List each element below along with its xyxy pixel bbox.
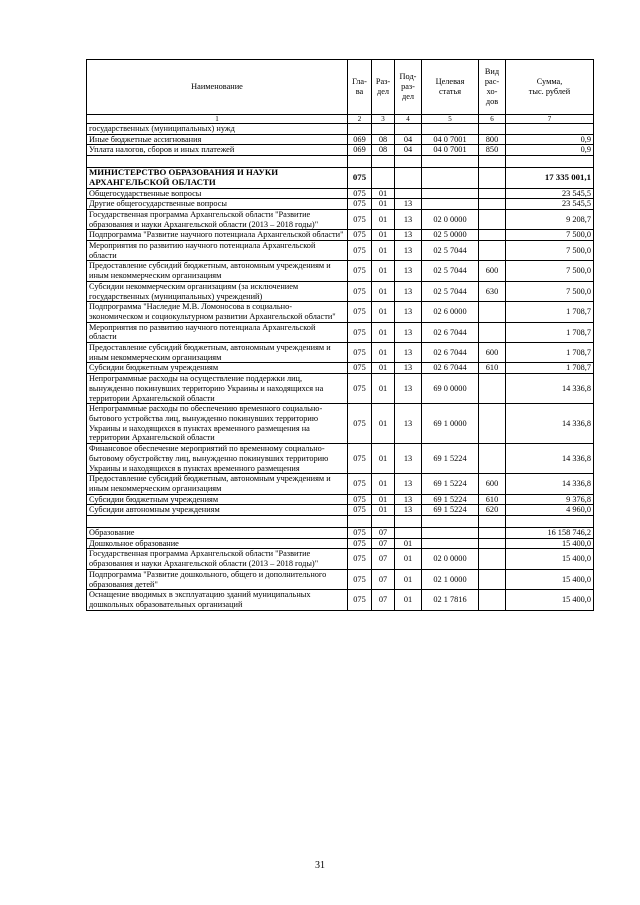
cell-name: Субсидии бюджетным учреждениям xyxy=(87,494,348,505)
cell-statya xyxy=(422,199,479,210)
header-podrazdel: Под- раз- дел xyxy=(395,60,422,115)
cell-statya: 02 5 7044 xyxy=(422,241,479,261)
cell-podrazdel: 13 xyxy=(395,363,422,374)
table-row xyxy=(87,474,594,494)
cell-podrazdel: 13 xyxy=(395,374,422,404)
cell-name: Субсидии автономным учреждениям xyxy=(87,505,348,516)
cell-glava: 069 xyxy=(348,134,372,145)
cell-name: государственных (муниципальных) нужд xyxy=(87,124,348,135)
table-row xyxy=(87,363,594,374)
cell-statya xyxy=(422,188,479,199)
table-body xyxy=(87,124,594,611)
cell-podrazdel: 01 xyxy=(395,569,422,589)
cell-podrazdel: 04 xyxy=(395,145,422,156)
table-row xyxy=(87,241,594,261)
cell-summa: 7 500,0 xyxy=(506,241,594,261)
cell-statya xyxy=(422,516,479,528)
cell-summa: 7 500,0 xyxy=(506,230,594,241)
cell-name xyxy=(87,156,348,168)
colnum: 3 xyxy=(372,115,395,124)
cell-podrazdel xyxy=(395,188,422,199)
cell-vid xyxy=(479,188,506,199)
cell-razdel: 01 xyxy=(372,404,395,444)
cell-name: Другие общегосударственные вопросы xyxy=(87,199,348,210)
cell-summa: 1 708,7 xyxy=(506,343,594,363)
cell-podrazdel: 01 xyxy=(395,549,422,569)
cell-vid xyxy=(479,199,506,210)
cell-razdel: 07 xyxy=(372,528,395,539)
cell-summa: 1 708,7 xyxy=(506,302,594,322)
header-statya: Целевая статья xyxy=(422,60,479,115)
cell-glava: 075 xyxy=(348,230,372,241)
cell-podrazdel: 13 xyxy=(395,505,422,516)
cell-summa: 17 335 001,1 xyxy=(506,168,594,188)
cell-razdel xyxy=(372,168,395,188)
cell-name: Мероприятия по развитию научного потенциала Архангельской области xyxy=(87,322,348,342)
cell-razdel: 07 xyxy=(372,538,395,549)
cell-vid: 610 xyxy=(479,494,506,505)
cell-razdel: 08 xyxy=(372,145,395,156)
cell-name: Оснащение вводимых в эксплуатацию зданий муниципальных дошкольных образовательных организаций xyxy=(87,590,348,610)
cell-glava: 075 xyxy=(348,494,372,505)
cell-vid xyxy=(479,590,506,610)
cell-razdel: 07 xyxy=(372,590,395,610)
cell-glava: 075 xyxy=(348,281,372,301)
header-glava: Гла- ва xyxy=(348,60,372,115)
cell-podrazdel: 13 xyxy=(395,474,422,494)
cell-summa: 14 336,8 xyxy=(506,404,594,444)
cell-statya xyxy=(422,156,479,168)
page-number: 31 xyxy=(315,860,325,871)
cell-razdel: 01 xyxy=(372,188,395,199)
cell-name: Образование xyxy=(87,528,348,539)
cell-razdel: 01 xyxy=(372,474,395,494)
cell-glava: 075 xyxy=(348,505,372,516)
table-row xyxy=(87,343,594,363)
table-row xyxy=(87,302,594,322)
cell-razdel: 01 xyxy=(372,505,395,516)
cell-razdel: 07 xyxy=(372,549,395,569)
cell-glava: 075 xyxy=(348,302,372,322)
cell-razdel: 01 xyxy=(372,281,395,301)
cell-glava xyxy=(348,516,372,528)
cell-glava: 075 xyxy=(348,241,372,261)
cell-vid: 620 xyxy=(479,505,506,516)
table-row xyxy=(87,569,594,589)
cell-statya: 04 0 7001 xyxy=(422,145,479,156)
table-row xyxy=(87,230,594,241)
cell-glava: 075 xyxy=(348,474,372,494)
header-name: Наименование xyxy=(87,60,348,115)
cell-podrazdel xyxy=(395,168,422,188)
cell-vid xyxy=(479,404,506,444)
cell-razdel: 01 xyxy=(372,241,395,261)
cell-podrazdel: 13 xyxy=(395,261,422,281)
cell-podrazdel: 13 xyxy=(395,302,422,322)
cell-razdel: 01 xyxy=(372,261,395,281)
cell-razdel: 01 xyxy=(372,363,395,374)
cell-razdel xyxy=(372,124,395,135)
cell-glava: 075 xyxy=(348,343,372,363)
cell-statya: 02 5 0000 xyxy=(422,230,479,241)
cell-summa: 15 400,0 xyxy=(506,549,594,569)
cell-summa xyxy=(506,124,594,135)
cell-vid: 630 xyxy=(479,281,506,301)
cell-glava: 075 xyxy=(348,363,372,374)
cell-summa: 4 960,0 xyxy=(506,505,594,516)
cell-statya: 69 1 0000 xyxy=(422,404,479,444)
cell-name: Субсидии бюджетным учреждениям xyxy=(87,363,348,374)
cell-glava: 075 xyxy=(348,374,372,404)
cell-name: Предоставление субсидий бюджетным, автономным учреждениям и иным некоммерческим организациям xyxy=(87,343,348,363)
cell-vid xyxy=(479,230,506,241)
cell-summa: 7 500,0 xyxy=(506,261,594,281)
cell-podrazdel: 13 xyxy=(395,444,422,474)
cell-statya: 02 6 7044 xyxy=(422,363,479,374)
cell-statya xyxy=(422,528,479,539)
cell-name: Подпрограмма "Развитие дошкольного, общего и дополнительного образования детей" xyxy=(87,569,348,589)
cell-glava: 075 xyxy=(348,209,372,229)
cell-summa: 15 400,0 xyxy=(506,538,594,549)
cell-name: Подпрограмма "Наследие М.В. Ломоносова в социально-экономическом и социокультурном развитии Архангельской области" xyxy=(87,302,348,322)
cell-glava: 075 xyxy=(348,199,372,210)
cell-summa: 14 336,8 xyxy=(506,374,594,404)
cell-name: Непрограммные расходы на осуществление поддержки лиц, вынужденно покинувших территорию Украины и находящихся на территории Архангельской области xyxy=(87,374,348,404)
cell-vid: 600 xyxy=(479,261,506,281)
cell-podrazdel xyxy=(395,528,422,539)
cell-podrazdel: 13 xyxy=(395,230,422,241)
table-row xyxy=(87,538,594,549)
table-row xyxy=(87,281,594,301)
cell-glava: 075 xyxy=(348,569,372,589)
cell-vid xyxy=(479,302,506,322)
cell-summa: 16 158 746,2 xyxy=(506,528,594,539)
budget-table xyxy=(86,59,594,611)
cell-statya: 69 1 5224 xyxy=(422,474,479,494)
cell-name: Иные бюджетные ассигнования xyxy=(87,134,348,145)
cell-razdel xyxy=(372,516,395,528)
cell-razdel: 01 xyxy=(372,199,395,210)
cell-razdel: 07 xyxy=(372,569,395,589)
cell-summa: 15 400,0 xyxy=(506,590,594,610)
cell-name: Мероприятия по развитию научного потенциала Архангельской области xyxy=(87,241,348,261)
table-row xyxy=(87,494,594,505)
table-row xyxy=(87,168,594,188)
cell-vid: 610 xyxy=(479,363,506,374)
cell-podrazdel xyxy=(395,516,422,528)
table-row xyxy=(87,134,594,145)
cell-glava: 075 xyxy=(348,188,372,199)
cell-statya: 69 1 5224 xyxy=(422,494,479,505)
blank-row xyxy=(87,156,594,168)
table-row xyxy=(87,124,594,135)
cell-name xyxy=(87,516,348,528)
cell-razdel: 01 xyxy=(372,209,395,229)
cell-podrazdel: 13 xyxy=(395,322,422,342)
cell-statya: 02 6 7044 xyxy=(422,322,479,342)
cell-statya xyxy=(422,538,479,549)
cell-vid xyxy=(479,538,506,549)
cell-statya: 02 6 0000 xyxy=(422,302,479,322)
cell-name: МИНИСТЕРСТВО ОБРАЗОВАНИЯ И НАУКИ АРХАНГЕЛЬСКОЙ ОБЛАСТИ xyxy=(87,168,348,188)
cell-name: Общегосударственные вопросы xyxy=(87,188,348,199)
cell-name: Предоставление субсидий бюджетным, автономным учреждениям и иным некоммерческим организациям xyxy=(87,474,348,494)
cell-glava xyxy=(348,156,372,168)
cell-summa: 0,9 xyxy=(506,134,594,145)
table-row xyxy=(87,590,594,610)
cell-summa: 23 545,5 xyxy=(506,188,594,199)
cell-podrazdel: 01 xyxy=(395,590,422,610)
cell-glava: 075 xyxy=(348,444,372,474)
cell-summa: 14 336,8 xyxy=(506,444,594,474)
table-row xyxy=(87,145,594,156)
cell-glava: 075 xyxy=(348,590,372,610)
cell-vid xyxy=(479,374,506,404)
cell-name: Государственная программа Архангельской области "Развитие образования и науки Архангельской области (2013 – 2018 годы)" xyxy=(87,209,348,229)
cell-name: Дошкольное образование xyxy=(87,538,348,549)
colnum: 1 xyxy=(87,115,348,124)
cell-podrazdel: 13 xyxy=(395,404,422,444)
cell-glava: 075 xyxy=(348,404,372,444)
cell-razdel: 01 xyxy=(372,444,395,474)
cell-statya xyxy=(422,124,479,135)
cell-razdel: 01 xyxy=(372,343,395,363)
cell-podrazdel: 13 xyxy=(395,281,422,301)
cell-name: Предоставление субсидий бюджетным, автономным учреждениям и иным некоммерческим организациям xyxy=(87,261,348,281)
cell-vid xyxy=(479,322,506,342)
cell-statya: 69 1 5224 xyxy=(422,444,479,474)
cell-summa: 1 708,7 xyxy=(506,322,594,342)
cell-statya: 02 6 7044 xyxy=(422,343,479,363)
table-row xyxy=(87,528,594,539)
cell-glava xyxy=(348,124,372,135)
cell-summa xyxy=(506,156,594,168)
cell-vid xyxy=(479,549,506,569)
cell-razdel: 01 xyxy=(372,494,395,505)
cell-summa: 1 708,7 xyxy=(506,363,594,374)
cell-vid xyxy=(479,241,506,261)
cell-statya: 02 1 7816 xyxy=(422,590,479,610)
cell-summa: 14 336,8 xyxy=(506,474,594,494)
table-row xyxy=(87,549,594,569)
cell-podrazdel: 13 xyxy=(395,494,422,505)
colnum: 4 xyxy=(395,115,422,124)
cell-vid xyxy=(479,444,506,474)
cell-razdel: 01 xyxy=(372,374,395,404)
cell-razdel xyxy=(372,156,395,168)
table-row xyxy=(87,374,594,404)
cell-name: Подпрограмма "Развитие научного потенциала Архангельской области" xyxy=(87,230,348,241)
colnum: 6 xyxy=(479,115,506,124)
cell-glava: 069 xyxy=(348,145,372,156)
cell-statya: 69 0 0000 xyxy=(422,374,479,404)
cell-vid xyxy=(479,209,506,229)
cell-name: Финансовое обеспечение мероприятий по временному социально-бытовому обустройству лиц, вынужденно покинувших территорию Украины и находящихся в пунктах временного размещения xyxy=(87,444,348,474)
cell-podrazdel: 13 xyxy=(395,209,422,229)
header-summa: Сумма, тыс. рублей xyxy=(506,60,594,115)
cell-vid: 800 xyxy=(479,134,506,145)
column-number-row xyxy=(87,115,594,124)
cell-glava: 075 xyxy=(348,261,372,281)
cell-summa: 9 208,7 xyxy=(506,209,594,229)
table-row xyxy=(87,322,594,342)
cell-summa: 23 545,5 xyxy=(506,199,594,210)
cell-vid: 600 xyxy=(479,474,506,494)
cell-name: Уплата налогов, сборов и иных платежей xyxy=(87,145,348,156)
table-row xyxy=(87,444,594,474)
cell-glava: 075 xyxy=(348,168,372,188)
table-row xyxy=(87,199,594,210)
cell-statya: 04 0 7001 xyxy=(422,134,479,145)
cell-razdel: 01 xyxy=(372,302,395,322)
cell-name: Государственная программа Архангельской области "Развитие образования и науки Архангельской области (2013 – 2018 годы)" xyxy=(87,549,348,569)
cell-podrazdel xyxy=(395,156,422,168)
cell-statya: 02 0 0000 xyxy=(422,209,479,229)
cell-summa: 0,9 xyxy=(506,145,594,156)
cell-summa: 15 400,0 xyxy=(506,569,594,589)
cell-summa xyxy=(506,516,594,528)
header-vid: Вид рас- хо- дов xyxy=(479,60,506,115)
cell-podrazdel: 13 xyxy=(395,343,422,363)
cell-vid xyxy=(479,156,506,168)
cell-glava: 075 xyxy=(348,549,372,569)
cell-podrazdel: 04 xyxy=(395,134,422,145)
budget-table-page xyxy=(86,59,593,611)
cell-glava: 075 xyxy=(348,322,372,342)
cell-vid xyxy=(479,124,506,135)
table-row xyxy=(87,188,594,199)
table-row xyxy=(87,505,594,516)
cell-podrazdel: 13 xyxy=(395,199,422,210)
table-row xyxy=(87,261,594,281)
cell-glava: 075 xyxy=(348,538,372,549)
cell-vid xyxy=(479,516,506,528)
header-razdel: Раз- дел xyxy=(372,60,395,115)
cell-vid xyxy=(479,528,506,539)
table-row xyxy=(87,209,594,229)
cell-glava: 075 xyxy=(348,528,372,539)
cell-statya: 02 5 7044 xyxy=(422,261,479,281)
cell-podrazdel: 13 xyxy=(395,241,422,261)
cell-podrazdel: 01 xyxy=(395,538,422,549)
cell-statya: 02 1 0000 xyxy=(422,569,479,589)
cell-podrazdel xyxy=(395,124,422,135)
cell-summa: 7 500,0 xyxy=(506,281,594,301)
table-row xyxy=(87,404,594,444)
cell-summa: 9 376,8 xyxy=(506,494,594,505)
cell-vid xyxy=(479,569,506,589)
cell-razdel: 01 xyxy=(372,322,395,342)
cell-statya: 02 0 0000 xyxy=(422,549,479,569)
blank-row xyxy=(87,516,594,528)
colnum: 7 xyxy=(506,115,594,124)
cell-statya: 02 5 7044 xyxy=(422,281,479,301)
cell-statya: 69 1 5224 xyxy=(422,505,479,516)
colnum: 5 xyxy=(422,115,479,124)
table-header-row xyxy=(87,60,594,115)
cell-vid: 600 xyxy=(479,343,506,363)
colnum: 2 xyxy=(348,115,372,124)
cell-razdel: 08 xyxy=(372,134,395,145)
cell-razdel: 01 xyxy=(372,230,395,241)
cell-vid xyxy=(479,168,506,188)
cell-vid: 850 xyxy=(479,145,506,156)
cell-name: Непрограммные расходы по обеспечению временного социально-бытового устройства лиц, вынужденно покинувших территорию Украины и находящихся в пунктах временного размещения на территории Архангельской области xyxy=(87,404,348,444)
cell-statya xyxy=(422,168,479,188)
cell-name: Субсидии некоммерческим организациям (за исключением государственных (муниципальных) учреждений) xyxy=(87,281,348,301)
